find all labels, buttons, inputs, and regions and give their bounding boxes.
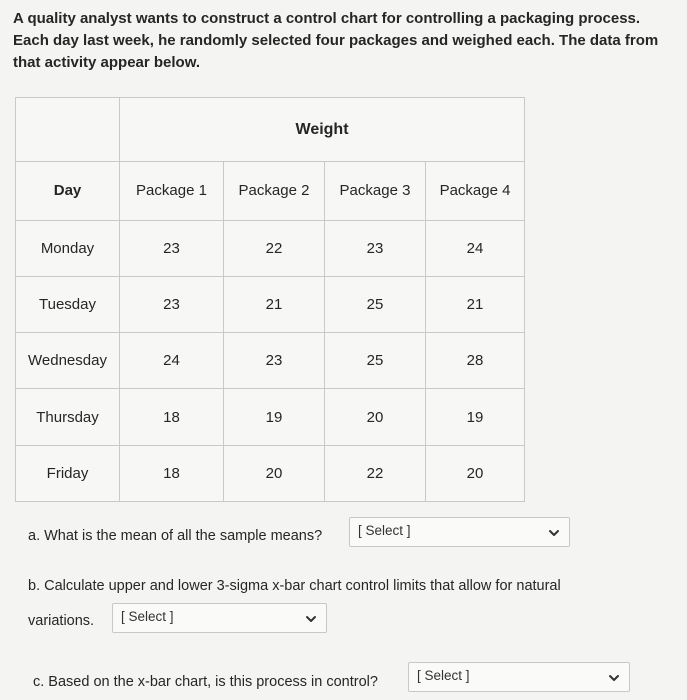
header-day: Day (16, 162, 120, 220)
weight-cell: 23 (120, 220, 224, 276)
weight-cell: 24 (120, 333, 224, 389)
header-package-1: Package 1 (120, 162, 224, 220)
header-package-3: Package 3 (325, 162, 426, 220)
weight-cell: 25 (325, 276, 426, 332)
weight-cell: 19 (224, 389, 325, 445)
header-package-4: Package 4 (426, 162, 525, 220)
table-row (16, 220, 525, 276)
chevron-down-icon (547, 526, 561, 540)
table-corner-cell (16, 98, 120, 162)
weight-cell: 24 (426, 220, 525, 276)
weight-cell: 20 (325, 389, 426, 445)
weight-cell: 23 (325, 220, 426, 276)
weight-data-table (15, 97, 525, 502)
weight-cell: 23 (120, 276, 224, 332)
weight-group-header: Weight (120, 98, 525, 162)
weight-cell: 18 (120, 389, 224, 445)
question-b-select[interactable] (112, 603, 327, 633)
weight-cell: 20 (426, 445, 525, 501)
weight-cell: 20 (224, 445, 325, 501)
weight-cell: 28 (426, 333, 525, 389)
question-b-select-value: [ Select ] (121, 609, 174, 624)
question-a-select-value: [ Select ] (358, 523, 411, 538)
table-row (16, 389, 525, 445)
day-cell: Monday (16, 220, 120, 276)
weight-cell: 22 (325, 445, 426, 501)
weight-cell: 19 (426, 389, 525, 445)
chevron-down-icon (304, 612, 318, 626)
question-b-text-line1: b. Calculate upper and lower 3-sigma x-bar chart control limits that allow for natural (28, 578, 561, 594)
day-cell: Friday (16, 445, 120, 501)
weight-cell: 21 (426, 276, 525, 332)
weight-cell: 21 (224, 276, 325, 332)
table-row (16, 276, 525, 332)
table-row (16, 333, 525, 389)
weight-cell: 25 (325, 333, 426, 389)
question-c-select-value: [ Select ] (417, 668, 470, 683)
problem-statement: A quality analyst wants to construct a control chart for controlling a packaging process. Each day last week, he randomly selected four packages and weighed each. The data from that activity appear below. (13, 10, 659, 71)
question-c-text: c. Based on the x-bar chart, is this process in control? (33, 674, 378, 690)
day-cell: Thursday (16, 389, 120, 445)
question-c-select[interactable] (408, 662, 630, 692)
header-package-2: Package 2 (224, 162, 325, 220)
day-cell: Tuesday (16, 276, 120, 332)
weight-cell: 22 (224, 220, 325, 276)
day-cell: Wednesday (16, 333, 120, 389)
question-b-text-line2: variations. (28, 613, 95, 629)
chevron-down-icon (607, 671, 621, 685)
table-row (16, 445, 525, 501)
weight-cell: 18 (120, 445, 224, 501)
question-a-select[interactable] (349, 517, 570, 547)
weight-cell: 23 (224, 333, 325, 389)
question-a-text: a. What is the mean of all the sample means? (28, 528, 323, 544)
